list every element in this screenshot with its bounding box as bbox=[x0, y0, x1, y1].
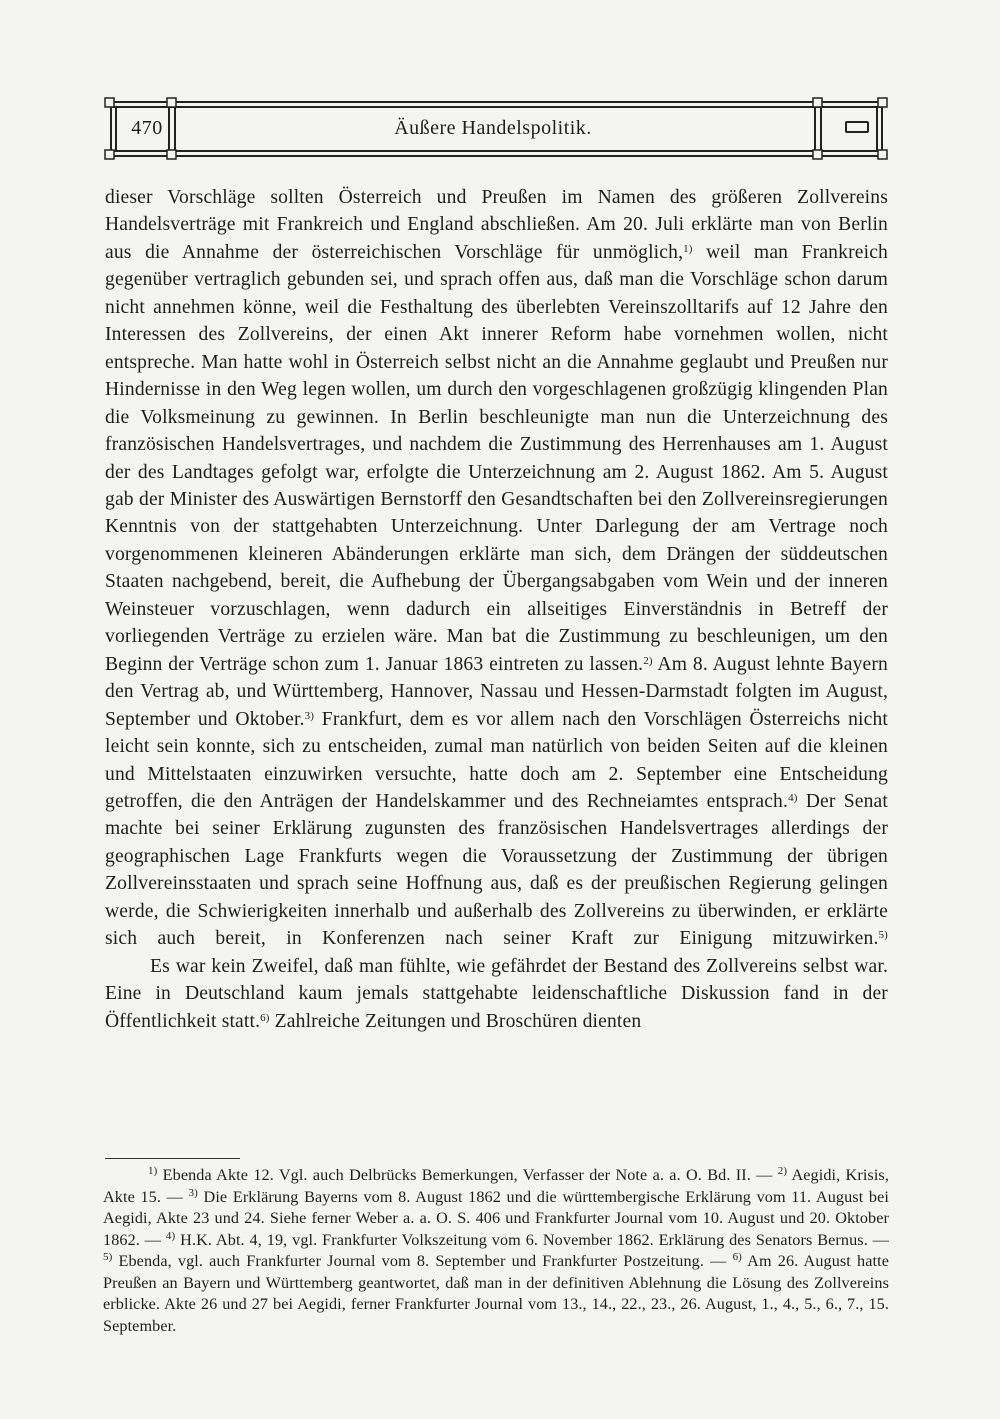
footnote-mark: 6) bbox=[732, 1251, 742, 1263]
footnote-text: Die Erklärung Bayerns vom 8. August 1862 und die württembergische Erklärung vom 11. August bei Aegidi, Akte 23 und 24. Siehe ferner Weber a. a. O. S. 406 und Frankfurter Journal vom 10. August und 20. Oktober 1862. — bbox=[103, 1187, 889, 1249]
footnote-mark: 5) bbox=[103, 1251, 113, 1263]
footnote-reference[interactable]: 4) bbox=[788, 791, 798, 804]
text-run: dieser Vorschläge sollten Österreich und Preußen im Namen des größeren Zollvereins Handelsverträge mit Frankreich und England abschließen. Am 20. Juli erklärte man von Berlin aus die Annahme der österreichischen Vorschläge für unmöglich, bbox=[105, 187, 888, 263]
footnote-reference[interactable]: 2) bbox=[643, 654, 653, 667]
text-run: weil man Frankreich gegenüber vertraglich gebunden sei, und sprach offen aus, daß man die Vorschläge schon darum nicht annehmen könne, weil die Festhaltung des überlebten Vereinszolltarifs auf 12 Jahre den Interessen des Zollvereins, der einen Akt innerer Reform habe vornehmen wollen, nicht entspreche. Man hatte wohl in Österreich selbst nicht an die Annahme geglaubt und Preußen nur Hindernisse in den Weg legen wollen, um durch den vorgeschlagenen großzügig klingenden Plan die Volksmeinung zu gewinnen. In Berlin beschleunigte man nun die Unterzeichnung des französischen Handelsvertrages, und nachdem die Zustimmung des Herrenhauses am 1. August der des Landtages gefolgt war, erfolgte die Unterzeichnung am 2. August 1862. Am 5. August gab der Minister des Auswärtigen Bernstorff den Gesandtschaften bei den Zollvereinsregierungen Kenntnis von der stattgehabten Unterzeichnung. Unter Darlegung der am Vertrage noch vorgenommenen kleineren Abänderungen erklärte man sich, dem Drängen der süddeutschen Staaten nachgebend, bereit, die Aufhebung der Übergangsabgaben vom Wein und der inneren Weinsteuer vorzuschlagen, wenn dadurch ein allseitiges Einverständnis in Betreff der vorliegenden Verträge zu erzielen wäre. Man bat die Zustimmung zu beschleunigen, um den Beginn der Verträge schon zum 1. Januar 1863 eintreten zu lassen. bbox=[105, 241, 888, 675]
footnote-reference[interactable]: 5) bbox=[878, 929, 888, 942]
text-run: Zahlreiche Zeitungen und Broschüren dienten bbox=[269, 1010, 642, 1032]
footnote-block bbox=[103, 1165, 889, 1337]
page-number: 470 bbox=[131, 117, 163, 139]
text-run: Am 8. August lehnte Bayern den Vertrag ab, und Württemberg, Hannover, Nassau und Hessen-Darmstadt folgten im August, September und Oktober. bbox=[105, 653, 889, 730]
footnote-reference[interactable]: 3) bbox=[304, 709, 315, 722]
text-run: Frankfurt, dem es vor allem nach den Vorschlägen Österreichs nicht leicht sein konnte, sich zu entscheiden, zumal man natürlich von beiden Seiten auf die kleinen und Mittelstaaten einzuwirken versuchte, hatte doch am 2. September eine Entscheidung getroffen, die den Anträgen der Handelskammer und des Rechneiamtes entsprach. bbox=[105, 708, 889, 812]
footnote-text: Ebenda, vgl. auch Frankfurter Journal vom 8. September und Frankfurter Postzeitung. — bbox=[112, 1252, 733, 1270]
header-ornament-icon bbox=[845, 121, 869, 133]
footnote-text: H.K. Abt. 4, 19, vgl. Frankfurter Volkszeitung vom 6. November 1862. Erklärung des Senators Bernus. — bbox=[175, 1230, 889, 1249]
footnote-mark: 3) bbox=[188, 1186, 198, 1199]
running-title: Äußere Handelspolitik. bbox=[394, 117, 592, 139]
footnote-mark: 1) bbox=[148, 1165, 158, 1177]
footnote-reference[interactable]: 1) bbox=[683, 242, 693, 255]
footnote-text: Ebenda Akte 12. Vgl. auch Delbrücks Bemerkungen, Verfasser der Note a. a. O. Bd. II. — bbox=[157, 1166, 778, 1184]
footnote-reference[interactable]: 6) bbox=[260, 1011, 270, 1024]
footnote-mark: 2) bbox=[777, 1165, 788, 1177]
footnote-rule bbox=[105, 1158, 240, 1159]
footnote-text: Am 26. August hatte Preußen an Bayern und Württemberg geantwortet, daß man in der definitiven Ablehnung die Lösung des Zollvereins erblicke. Akte 26 und 27 bei Aegidi, ferner Frankfurter Journal vom 13., 14., 22., 23., 26. August, 1., 4., 5., 6., 7., 15. September. bbox=[103, 1252, 889, 1335]
footnote-mark: 4) bbox=[165, 1229, 176, 1242]
paragraph bbox=[105, 184, 888, 953]
text-run: Es war kein Zweifel, daß man fühlte, wie gefährdet der Bestand des Zollvereins selbst war. Eine in Deutschland kaum jemals stattgehabte leidenschaftliche Diskussion fand in der Öffentlichkeit statt. bbox=[105, 955, 888, 1032]
paragraph bbox=[105, 953, 888, 1035]
footnote-text: Aegidi, Krisis, Akte 15. — bbox=[103, 1166, 889, 1206]
footnotes bbox=[103, 1165, 889, 1337]
text-run: Der Senat machte bei seiner Erklärung zugunsten des französischen Handelsvertrages allerdings der geographischen Lage Frankfurts wegen die Voraussetzung der Zustimmung der übrigen Zollvereinsstaaten und sprach seine Hoffnung aus, daß es der preußischen Regierung gelingen werde, die Schwierigkeiten innerhalb und außerhalb des Zollvereins zu überwinden, er erklärte sich auch bereit, in Konferenzen nach seiner Kraft zur Einigung mitzuwirken. bbox=[105, 790, 889, 950]
body-text bbox=[105, 184, 888, 1035]
page-header bbox=[103, 97, 890, 161]
